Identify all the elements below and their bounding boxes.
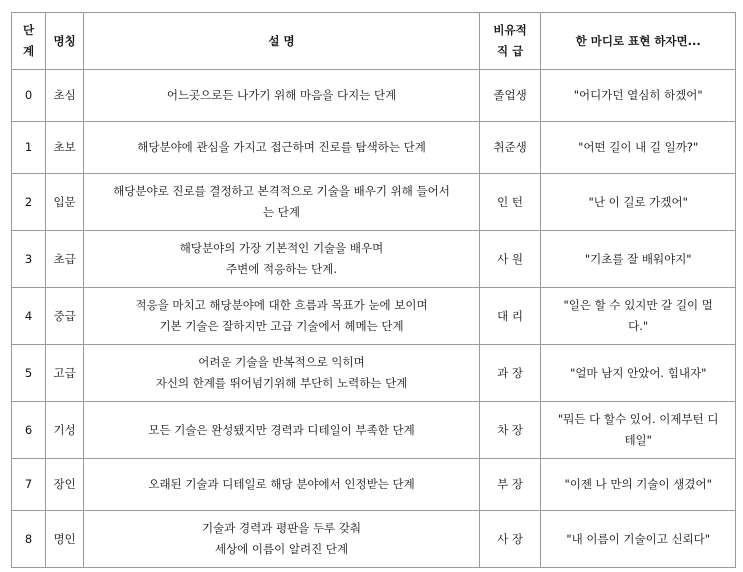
skill-level-table: [11, 12, 736, 568]
table-row: [12, 459, 736, 511]
cell-name: 중급: [46, 288, 84, 345]
cell-phrase: "어떤 길이 내 길 일까?": [541, 122, 736, 174]
cell-description: 기술과 경력과 평판을 두루 갖춰 세상에 이름이 알려진 단계: [84, 511, 479, 568]
cell-metaphor: 인 턴: [479, 174, 541, 231]
cell-name: 입문: [46, 174, 84, 231]
cell-description: 해당분야에 관심을 가지고 접근하며 진로를 탐색하는 단계: [84, 122, 479, 174]
cell-name: 기성: [46, 402, 84, 459]
cell-name: 초급: [46, 231, 84, 288]
cell-name: 명인: [46, 511, 84, 568]
cell-metaphor: 사 장: [479, 511, 541, 568]
cell-metaphor: 취준생: [479, 122, 541, 174]
cell-phrase: "난 이 길로 가겠어": [541, 174, 736, 231]
cell-stage: 3: [12, 231, 46, 288]
cell-metaphor: 대 리: [479, 288, 541, 345]
table-header-row: [12, 13, 736, 70]
cell-metaphor: 졸업생: [479, 70, 541, 122]
cell-phrase: "어디가던 열심히 하겠어": [541, 70, 736, 122]
cell-phrase: "기초를 잘 배워야지": [541, 231, 736, 288]
table-row: [12, 70, 736, 122]
cell-name: 초심: [46, 70, 84, 122]
cell-description: 해당분야로 진로를 결정하고 본격적으로 기술을 배우기 위해 들어서 는 단계: [84, 174, 479, 231]
cell-metaphor: 사 원: [479, 231, 541, 288]
cell-phrase: "이젠 나 만의 기술이 생겼어": [541, 459, 736, 511]
cell-stage: 6: [12, 402, 46, 459]
table-row: [12, 345, 736, 402]
table-row: [12, 511, 736, 568]
cell-phrase: "내 이름이 기술이고 신뢰다": [541, 511, 736, 568]
cell-stage: 7: [12, 459, 46, 511]
table-row: [12, 122, 736, 174]
header-metaphor-rank: 비유적 직 급: [479, 13, 541, 70]
cell-stage: 5: [12, 345, 46, 402]
cell-metaphor: 부 장: [479, 459, 541, 511]
cell-phrase: "뭐든 다 할수 있어. 이제부턴 디 테일": [541, 402, 736, 459]
cell-description: 모든 기술은 완성됐지만 경력과 디테일이 부족한 단계: [84, 402, 479, 459]
cell-name: 초보: [46, 122, 84, 174]
cell-metaphor: 과 장: [479, 345, 541, 402]
cell-stage: 4: [12, 288, 46, 345]
cell-metaphor: 차 장: [479, 402, 541, 459]
table-row: [12, 288, 736, 345]
cell-description: 적응을 마치고 해당분야에 대한 흐름과 목표가 눈에 보이며 기본 기술은 잘하지만 고급 기술에서 헤메는 단계: [84, 288, 479, 345]
cell-stage: 0: [12, 70, 46, 122]
cell-description: 어느곳으로든 나가기 위해 마음을 다지는 단계: [84, 70, 479, 122]
cell-description: 오래된 기술과 디테일로 해당 분야에서 인정받는 단계: [84, 459, 479, 511]
cell-stage: 8: [12, 511, 46, 568]
table-row: [12, 402, 736, 459]
table-row: [12, 231, 736, 288]
cell-phrase: "일은 할 수 있지만 갈 길이 멀 다.": [541, 288, 736, 345]
table-row: [12, 174, 736, 231]
header-stage: 단계: [12, 13, 46, 70]
cell-stage: 2: [12, 174, 46, 231]
header-name: 명칭: [46, 13, 84, 70]
cell-stage: 1: [12, 122, 46, 174]
cell-description: 해당분야의 가장 기본적인 기술을 배우며 주변에 적응하는 단계.: [84, 231, 479, 288]
cell-name: 장인: [46, 459, 84, 511]
cell-description: 어려운 기술을 반복적으로 익히며 자신의 한계를 뛰어넘기위해 부단히 노력하는 단계: [84, 345, 479, 402]
header-description: 설 명: [84, 13, 479, 70]
cell-phrase: "얼마 남지 안았어. 힘내자": [541, 345, 736, 402]
header-one-phrase: 한 마디로 표현 하자면...: [541, 13, 736, 70]
cell-name: 고급: [46, 345, 84, 402]
